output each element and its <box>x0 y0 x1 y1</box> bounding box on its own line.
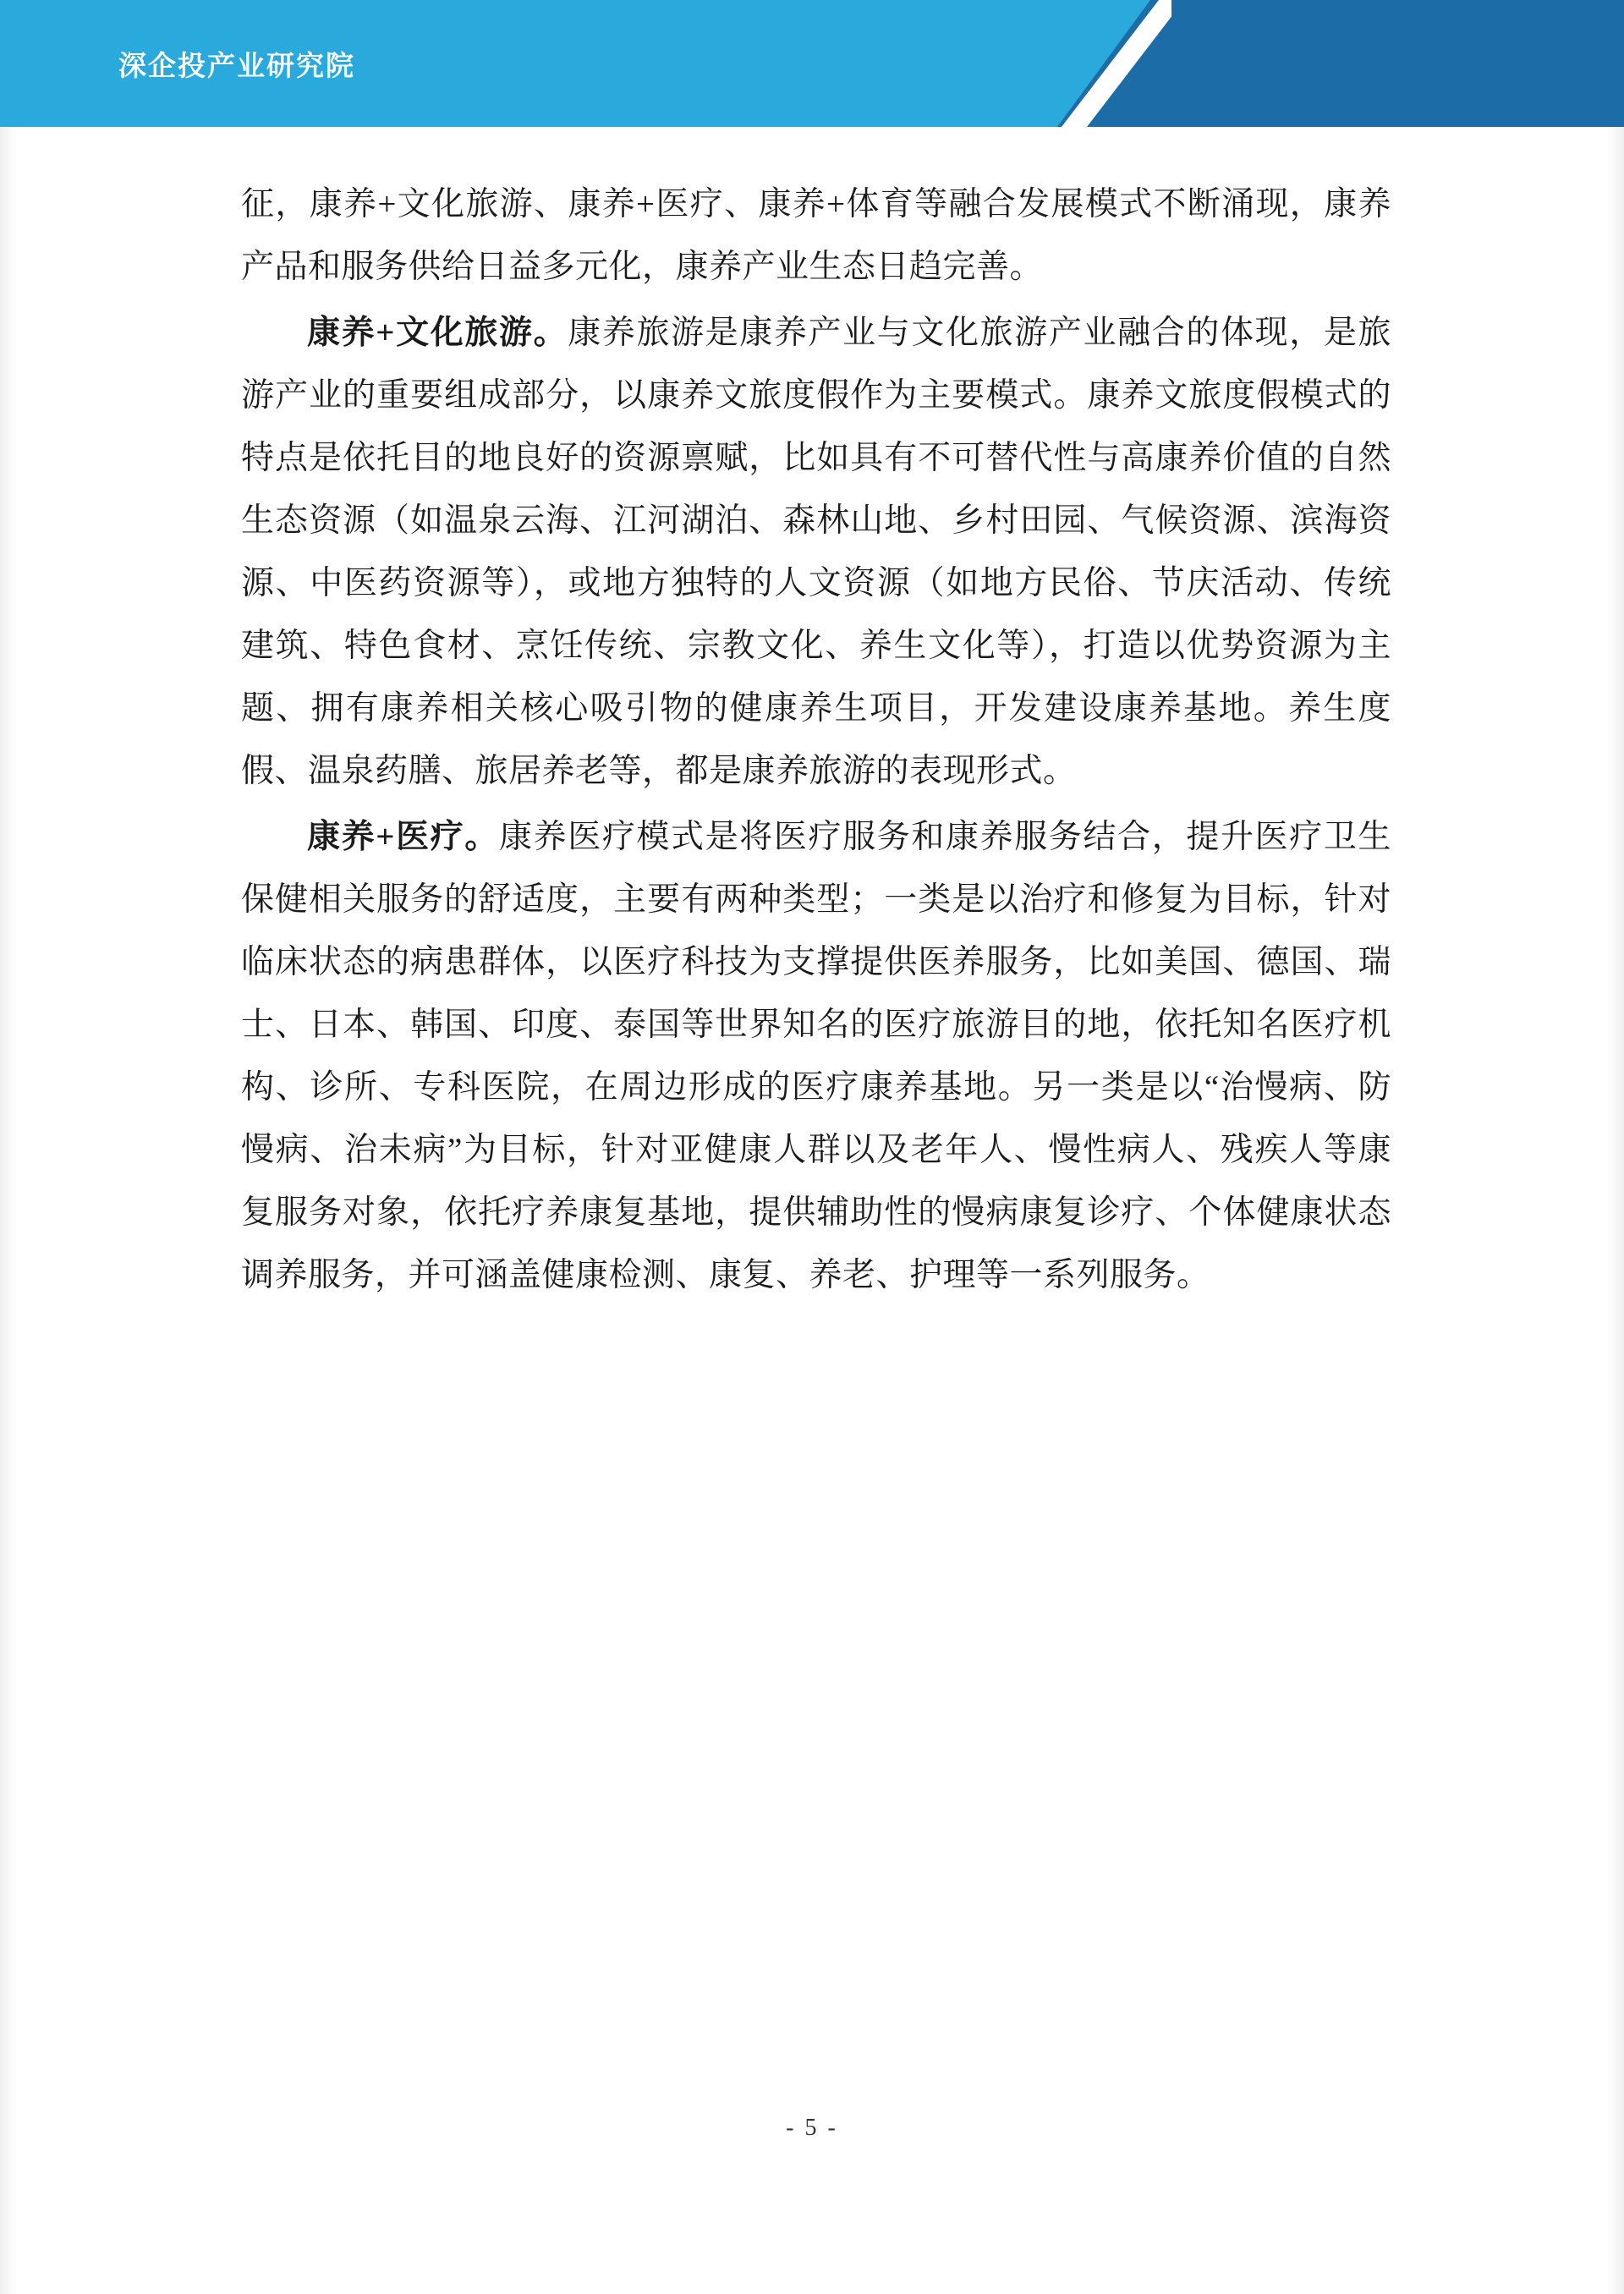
page-number: - 5 - <box>786 2115 838 2141</box>
organization-name: 深企投产业研究院 <box>118 50 355 81</box>
paragraph-3-lead: 康养+医疗。 <box>307 819 499 855</box>
paragraph-3 <box>241 806 1391 1307</box>
document-body <box>241 173 1391 1310</box>
paragraph-2-lead: 康养+文化旅游。 <box>307 315 568 351</box>
paragraph-1-text: 征，康养+文化旅游、康养+医疗、康养+体育等融合发展模式不断涌现，康养产品和服务供给日益多元化，康养产业生态日趋完善。 <box>241 186 1391 285</box>
paragraph-2 <box>241 302 1391 803</box>
header-dark-shape <box>1057 0 1624 127</box>
page-header-banner <box>0 0 1624 127</box>
paragraph-2-text: 康养旅游是康养产业与文化旅游产业融合的体现，是旅游产业的重要组成部分，以康养文旅度假作为主要模式。康养文旅度假模式的特点是依托目的地良好的资源禀赋，比如具有不可替代性与高康养价值的自然生态资源（如温泉云海、江河湖泊、森林山地、乡村田园、气候资源、滨海资源、中医药资源等），或地方独特的人文资源（如地方民俗、节庆活动、传统建筑、特色食材、烹饪传统、宗教文化、养生文化等），打造以优势资源为主题、拥有康养相关核心吸引物的健康养生项目，开发建设康养基地。养生度假、温泉药膳、旅居养老等，都是康养旅游的表现形式。 <box>241 315 1391 789</box>
page-edge-right <box>1609 0 1624 2294</box>
paragraph-1 <box>241 173 1391 299</box>
page-edge-left <box>0 0 15 2294</box>
paragraph-3-text: 康养医疗模式是将医疗服务和康养服务结合，提升医疗卫生保健相关服务的舒适度，主要有两种类型；一类是以治疗和修复为目标，针对临床状态的病患群体，以医疗科技为支撑提供医养服务，比如美国、德国、瑞士、日本、韩国、印度、泰国等世界知名的医疗旅游目的地，依托知名医疗机构、诊所、专科医院，在周边形成的医疗康养基地。另一类是以“治慢病、防慢病、治未病”为目标，针对亚健康人群以及老年人、慢性病人、残疾人等康复服务对象，依托疗养康复基地，提供辅助性的慢病康复诊疗、个体健康状态调养服务，并可涵盖健康检测、康复、养老、护理等一系列服务。 <box>241 819 1391 1293</box>
